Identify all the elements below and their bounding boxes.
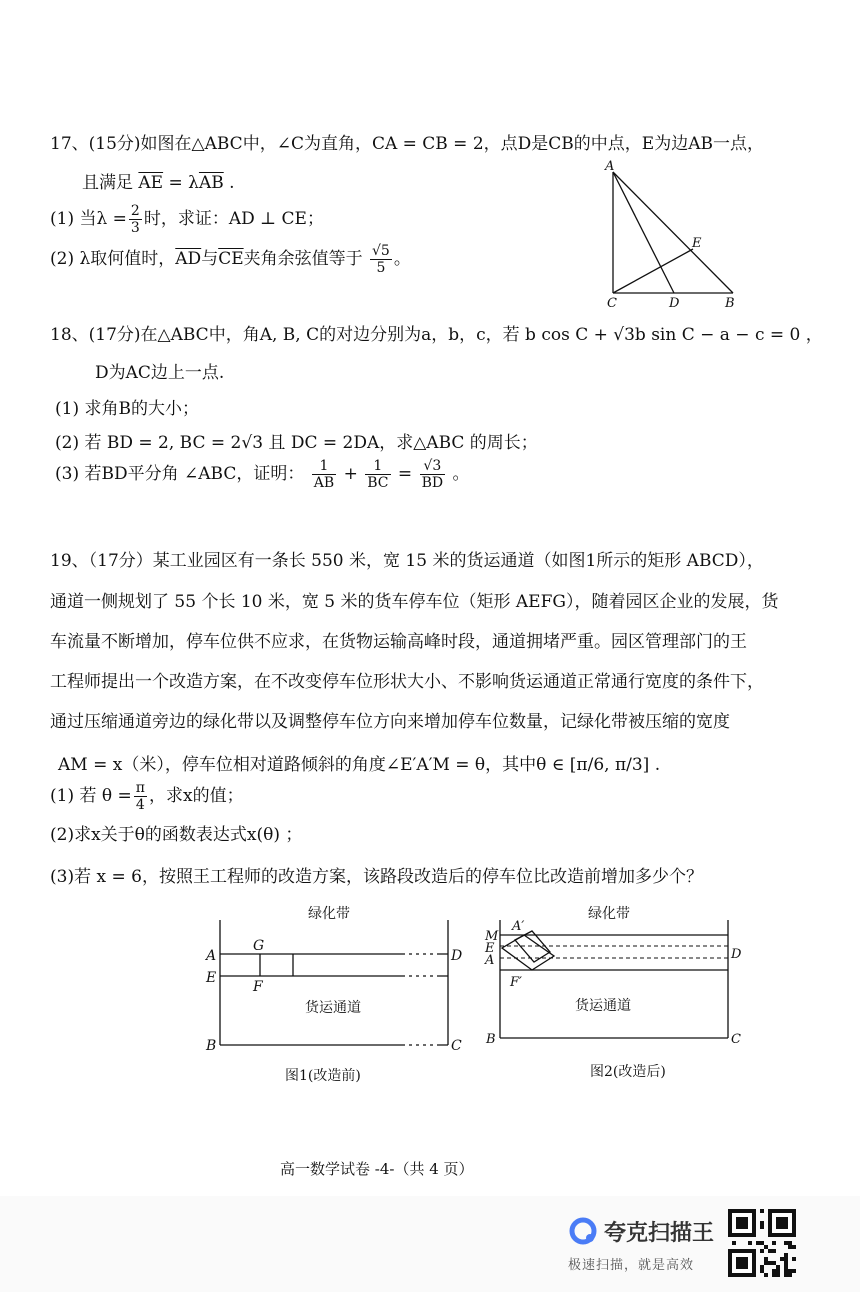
q19-part2: (2)求x关于θ的函数表达式x(θ) ；	[50, 825, 303, 845]
label-b: B	[725, 296, 735, 310]
label-e: E	[692, 236, 702, 251]
svg-text:A: A	[206, 948, 217, 964]
q19-line5: 通过压缩通道旁边的绿化带以及调整停车位方向来增加停车位数量，记绿化带被压缩的宽度	[50, 712, 730, 732]
q19-part3: (3)若 x = 6，按照王工程师的改造方案，该路段改造后的停车位比改造前增加多少个？	[50, 867, 703, 887]
vector-ae: $\overline{AE}$	[138, 173, 164, 193]
svg-text:图2(改造后): 图2(改造后)	[590, 1064, 666, 1080]
q18-line2: D为AC边上一点.	[95, 363, 225, 383]
svg-text:货运通道: 货运通道	[305, 1000, 361, 1016]
brand-name: 夸克扫描王	[604, 1221, 715, 1246]
q18-line1: 18、(17分)在△ABC中，角A, B, C的对边分别为a，b，c，若 b cos C + √3b sin C − a − c = 0 ，	[50, 325, 823, 345]
page-footer: 高一数学试卷 -4-（共 4 页）	[280, 1160, 474, 1178]
svg-text:C: C	[731, 1032, 741, 1047]
brand-slogan: 极速扫描，就是高效	[568, 1258, 695, 1273]
label-d: D	[669, 296, 680, 310]
svg-text:绿化带: 绿化带	[588, 906, 630, 922]
svg-text:D: D	[451, 948, 463, 964]
label-c: C	[607, 296, 617, 310]
svg-text:F: F	[253, 979, 263, 995]
svg-text:货运通道: 货运通道	[575, 998, 631, 1014]
svg-text:A: A	[485, 953, 495, 968]
qr-code-icon	[728, 1209, 796, 1277]
svg-text:D: D	[731, 947, 742, 962]
svg-text:B: B	[206, 1038, 217, 1054]
q19-line3: 车流量不断增加，停车位供不应求，在货物运输高峰时段，通道拥堵严重。园区管理部门的王	[50, 632, 747, 652]
q19-line6: AM = x（米），停车位相对道路倾斜的角度∠E′A′M = θ，其中θ ∈ [π/6, π/3] .	[58, 755, 661, 775]
svg-text:A′: A′	[512, 919, 525, 934]
svg-text:E: E	[206, 970, 217, 986]
svg-text:G: G	[253, 938, 265, 954]
svg-text:C: C	[451, 1038, 462, 1054]
svg-text:B: B	[486, 1032, 496, 1047]
svg-text:F′: F′	[510, 975, 522, 990]
figure-2-after	[480, 900, 760, 1090]
q19-part1: (1) 若 θ = $\frac{\pi}{4}$ ，求x的值；	[50, 780, 244, 813]
q18-part2: (2) 若 BD = 2, BC = 2√3 且 DC = 2DA，求△ABC 的周长；	[55, 433, 538, 453]
q19-line2: 通道一侧规划了 55 个长 10 米，宽 5 米的货车停车位（矩形 AEFG），随着园区企业的发展，货	[50, 592, 779, 612]
figure-1-before	[200, 900, 480, 1090]
q18-part3: (3) 若BD平分角 ∠ABC，证明： $\frac{1}{AB}$ + $\frac{1}{BC}$ = $\frac{√3}{BD}$ 。	[55, 458, 470, 491]
q17-part2: (2) λ取何值时，$\overline{AD}$与$\overline{CE}$夹角余弦值等于 $\frac{√5}{5}$ 。	[50, 243, 411, 276]
q17-line1: 17、(15分)如图在△ABC中，∠C为直角，CA = CB = 2，点D是CB的中点，E为边AB一点，	[50, 134, 764, 154]
triangle-figure	[595, 155, 755, 310]
q19-line4: 工程师提出一个改造方案，在不改变停车位形状大小、不影响货运通道正常通行宽度的条件下，	[50, 672, 764, 692]
svg-text:M: M	[485, 929, 499, 944]
svg-text:图1(改造前): 图1(改造前)	[285, 1068, 361, 1084]
svg-text:E: E	[485, 941, 495, 956]
q17-line2: 且满足 $\overline{AE} = \lambda\overline{AB}$ .	[82, 173, 235, 193]
q17-part1: (1) 当λ = $\frac{2}{3}$ 时，求证：AD ⊥ CE；	[50, 203, 324, 236]
q18-part1: (1) 求角B的大小；	[55, 399, 199, 419]
label-a: A	[605, 159, 615, 174]
quark-logo-icon	[568, 1216, 598, 1246]
vector-ab: $\overline{AB}$	[198, 173, 224, 193]
q19-line1: 19、（17分）某工业园区有一条长 550 米，宽 15 米的货运通道（如图1所示的矩形 ABCD），	[50, 551, 764, 571]
svg-text:绿化带: 绿化带	[308, 906, 350, 922]
